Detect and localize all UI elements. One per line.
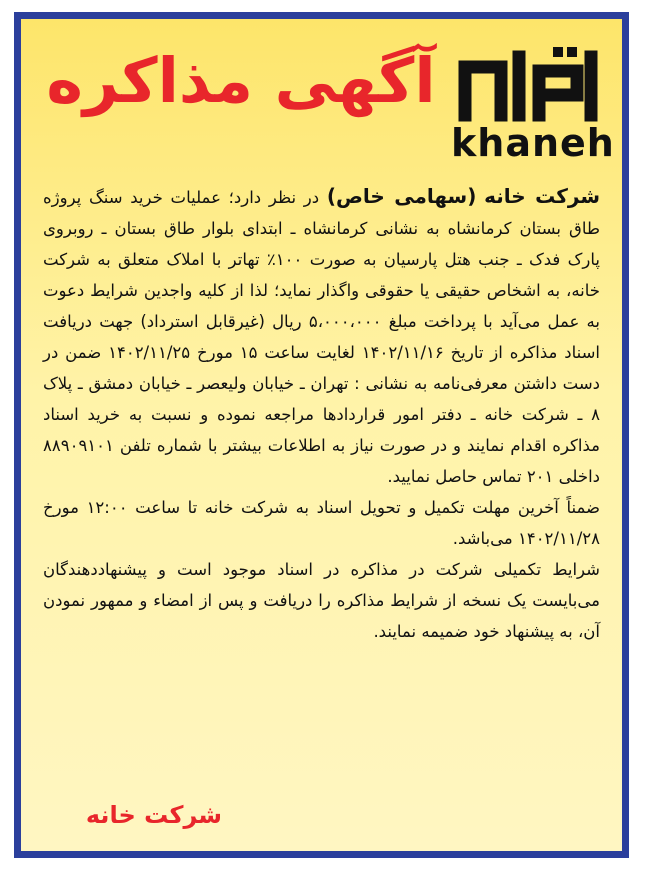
paragraph-1 bbox=[43, 181, 600, 492]
paragraph-1-text: در نظر دارد؛ عملیات خرید سنگ پروژه طاق بستان کرمانشاه به نشانی کرمانشاه ـ ابتدای بلوار طاق بستان ـ روبروی پارک فدک ـ جنب هتل پارسیان به صورت ۱۰۰٪ تهاتر با املاک متعلق به شرکت خانه، به اشخاص حقیقی یا حقوقی واگذار نماید؛ لذا از کلیه واجدین شرایط دعوت به عمل می‌آید با پرداخت مبلغ ۵،۰۰۰،۰۰۰ ریال (غیرقابل استرداد) جهت دریافت اسناد مذاکره از تاریخ ۱۴۰۲/۱۱/۱۶ لغایت ساعت ۱۵ مورخ ۱۴۰۲/۱۱/۲۵ ضمن در دست داشتن معرفی‌نامه به نشانی : تهران ـ خیابان ولیعصر ـ خیابان دمشق ـ پلاک ۸ ـ شرکت خانه ـ دفتر امور قراردادها مراجعه نموده و نسبت به خرید اسناد مذاکره اقدام نمایند و در صورت نیاز به اطلاعات بیشتر با شماره تلفن ۸۸۹۰۹۱۰۱ داخلی ۲۰۱ تماس حاصل نمایید. bbox=[43, 188, 600, 486]
notice-body bbox=[43, 181, 600, 647]
logo-wordmark: khaneh bbox=[451, 121, 615, 165]
company-name: شرکت خانه bbox=[484, 184, 600, 208]
ad-frame bbox=[14, 12, 629, 858]
headline: آگهی مذاکره bbox=[46, 44, 436, 117]
header bbox=[21, 19, 622, 179]
paragraph-2: ضمناً آخرین مهلت تکمیل و تحویل اسناد به شرکت خانه تا ساعت ۱۲:۰۰ مورخ ۱۴۰۲/۱۱/۲۸ می‌باشد. bbox=[43, 498, 601, 548]
company-type: (سهامی خاص) bbox=[326, 184, 477, 208]
khaneh-logo-mark-icon bbox=[453, 43, 603, 123]
paragraph-3: شرایط تکمیلی شرکت در مذاکره در اسناد موجود است و پیشنهاددهندگان می‌بایست یک نسخه از شرایط مذاکره را دریافت و پس از امضاء و ممهور نمودن آن، به پیشنهاد خود ضمیمه نمایند. bbox=[43, 560, 600, 641]
signature: شرکت خانه bbox=[85, 801, 222, 829]
